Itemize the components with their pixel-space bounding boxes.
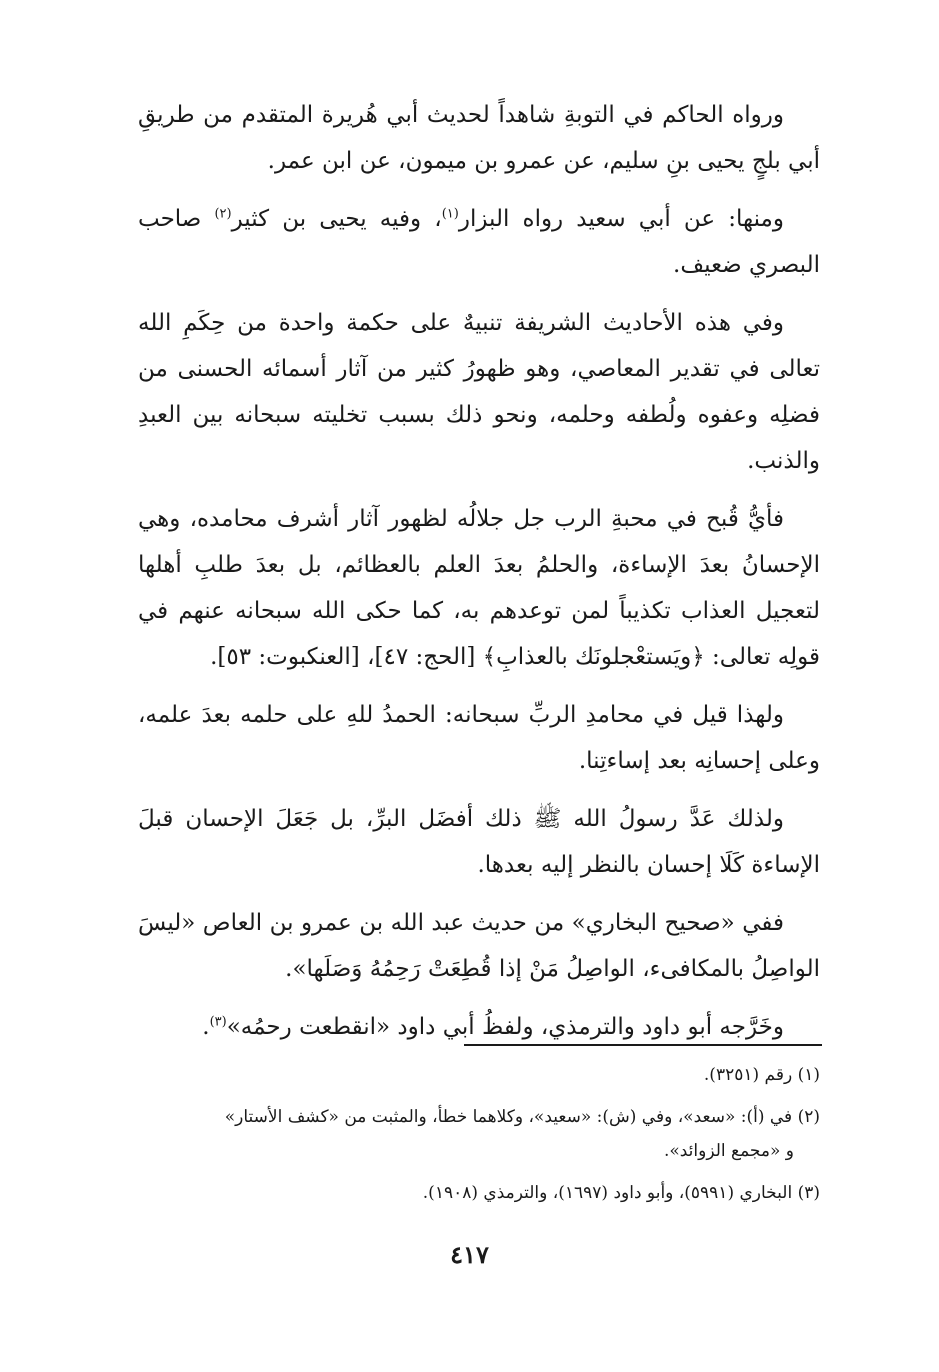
footnote-separator [464, 1044, 822, 1046]
paragraph-8-text-a: وخَرَّجه أبو داود والترمذي، ولفظُ أبي داود «انقطعت رحمُه» [226, 1014, 784, 1040]
footnote-marker-2[interactable]: (٢) [214, 206, 232, 222]
page-number: ٤١٧ [450, 1240, 489, 1269]
footnotes [138, 1058, 820, 1218]
paragraph-1: ورواه الحاكم في التوبةِ شاهداً لحديث أبي هُريرة المتقدم من طريقِ أبي بلجٍ يحيى بنِ سليم، عن عمرو بن ميمون، عن ابن عمر. [138, 102, 820, 174]
paragraph-5: ولهذا قيل في محامدِ الربِّ سبحانه: الحمدُ للهِ على حلمه بعدَ علمه، وعلى إحسانِه بعد إساءتِنا. [138, 702, 820, 774]
footnote-marker-1[interactable]: (١) [441, 206, 459, 222]
paragraph-6: ولذلك عَدَّ رسولُ الله ﷺ ذلك أفضَل البرِّ، بل جَعَلَ الإحسان قبلَ الإساءة كَلَا إحسان بالنظر إليه بعدها. [138, 806, 820, 878]
footnote-3: (٣) البخاري (٥٩٩١)، وأبو داود (١٦٩٧)، والترمذي (١٩٠٨). [422, 1183, 820, 1203]
paragraph-2-text-b: ، وفيه يحيى بن كثير [231, 206, 442, 232]
paragraph-2-text-c: صاحب البصري ضعيف. [138, 206, 820, 278]
footnote-1: (١) رقم (٣٢٥١). [703, 1065, 820, 1085]
paragraph-2 [138, 196, 820, 288]
footnote-2-continuation: و «مجمع الزوائد». [663, 1141, 794, 1161]
paragraph-2-text-a: ومنها: عن أبي سعيد رواه البزار [458, 206, 784, 232]
footnote-2-text: (٢) في (أ): «سعد»، وفي (ش): «سعيد»، وكلاهما خطأ، والمثبت من «كشف الأستار» [224, 1107, 820, 1127]
paragraph-8-text-b: . [202, 1014, 210, 1040]
footnote-marker-3[interactable]: (٣) [209, 1014, 227, 1030]
paragraph-7: ففي «صحيح البخاري» من حديث عبد الله بن عمرو بن العاص «ليسَ الواصِلُ بالمكافىء، الواصِلُ مَنْ إذا قُطِعَتْ رَحِمُهُ وَصَلَها». [138, 910, 820, 982]
footnote-2 [138, 1100, 820, 1168]
paragraph-4: فأيُّ قُبح في محبةِ الرب جل جلالُه لظهور آثار أشرف محامده، وهي الإحسانُ بعدَ الإساءة، والحلمُ بعدَ العلم بالعظائم، بل بعدَ طلبِ أهلها لتعجيل العذاب تكذيباً لمن توعدهم به، كما حكى الله سبحانه عنهم في قولِه تعالى: ﴿ويَستعْجلونَك بالعذابِ﴾ [الحج: ٤٧]، [العنكبوت: ٥٣]. [138, 506, 820, 670]
paragraph-3: وفي هذه الأحاديث الشريفة تنبيهٌ على حكمة واحدة من حِكَمِ الله تعالى في تقدير المعاصي، وهو ظهورُ كثير من آثار أسمائه الحسنى من فضلِه وعفوه ولُطفه وحلمه، ونحو ذلك بسبب تخليته سبحانه بين العبدِ والذنب. [138, 310, 820, 474]
